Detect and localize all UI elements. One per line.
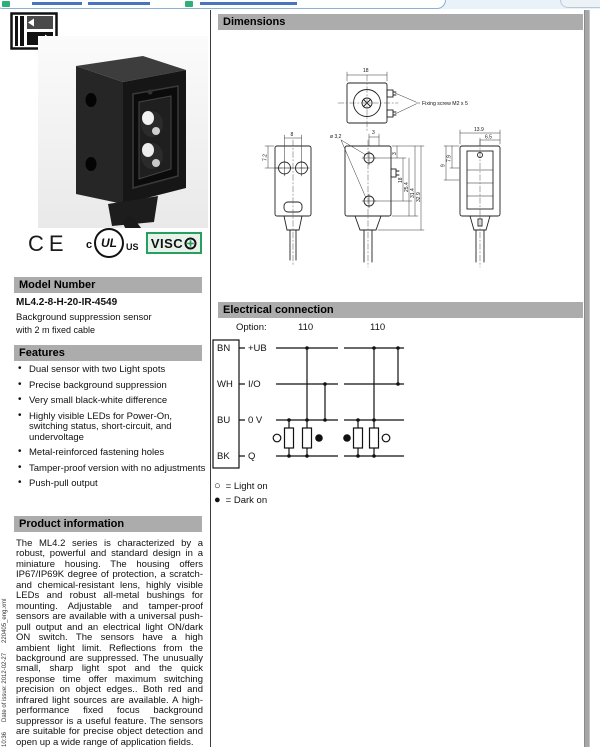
bullet-icon: • xyxy=(18,461,22,473)
dimensions-drawing xyxy=(238,50,572,295)
section-header-features: Features xyxy=(14,345,202,361)
tab-title-fragment xyxy=(88,2,150,5)
section-header-product-information: Product information xyxy=(14,516,202,532)
bullet-icon: • xyxy=(18,446,22,457)
feature-item: • Tamper-proof version with no adjustments xyxy=(18,461,206,474)
dim-left-hole-offset: 7.2 xyxy=(262,154,269,161)
browser-tab-strip xyxy=(0,0,600,9)
browser-tab-next[interactable] xyxy=(560,0,600,8)
favicon-icon xyxy=(185,1,193,7)
favicon-icon xyxy=(2,1,10,7)
tab-title-fragment xyxy=(32,2,82,5)
feature-item: • Metal-reinforced fastening holes xyxy=(18,446,165,458)
scrollbar[interactable] xyxy=(584,10,590,747)
dim-side-inner: 6.5 xyxy=(485,134,492,141)
dim-front-d1: 3 xyxy=(392,152,398,155)
dim-side-d1: 7.9 xyxy=(446,155,453,162)
model-description: Background suppression sensor xyxy=(16,312,152,323)
bullet-icon: • xyxy=(18,394,22,405)
feature-item: • Very small black-white difference xyxy=(18,394,168,406)
terminal-wh: WH xyxy=(217,379,233,390)
dim-fixing-screw-note: Fixing screw M2 x 5 xyxy=(422,101,468,107)
model-description-2: with 2 m fixed cable xyxy=(16,325,96,335)
bullet-icon: • xyxy=(18,378,22,390)
feature-item: • Push-pull output xyxy=(18,477,98,489)
section-header-model-number: Model Number xyxy=(14,277,202,293)
dim-front-d5: 32.9 xyxy=(416,192,422,202)
column-divider xyxy=(210,10,211,747)
dim-front-d2: 18 xyxy=(398,177,404,183)
product-information-text: The ML4.2 series is characterized by a robust, powerful and standard design in a miniature housing. The housing offers IP67/IP69K degree of protection, a scratch- and chemical-resistant lens, highly visible LEDs and robust all-metal bushings for mounting. Adjustable and tamper-proof sensors are available with a universal push-pull output and an electrical light ON/dark ON switch. The sensors have a high ambient light limit. Reflections from the background are suppressed. The unusually small, sharp light spot and the quick response time offer maximum switching precision on object edges.. Both red and infrared light sources are available. A high-performance fixed focus background suppressor is a useful feature. The sensors are suitable for precise object detection and open up a wide range of application fields. xyxy=(16,539,203,747)
date-of-issue-note: 10:36 Date of issue: 2012-02-27 220405_eng.xml xyxy=(2,598,8,747)
filled-circle-icon: ● xyxy=(214,494,221,506)
bullet-icon: • xyxy=(18,363,22,374)
ul-circle-icon: UL xyxy=(94,228,124,258)
features-list xyxy=(14,365,206,495)
terminal-bu: BU xyxy=(217,415,231,426)
tab-title-fragment xyxy=(200,2,297,5)
electrical-diagram xyxy=(212,320,502,510)
section-header-electrical-connection: Electrical connection xyxy=(218,302,583,318)
option-value-2: 110 xyxy=(370,322,386,333)
signal-ub: +UB xyxy=(248,343,267,354)
ul-c-label: c xyxy=(86,239,93,251)
ce-mark: CE xyxy=(28,231,69,256)
light-on-marker-icon xyxy=(273,434,281,442)
legend-dark-on: ● = Dark on xyxy=(214,494,268,506)
dim-top-width: 18 xyxy=(363,68,369,74)
terminal-bk: BK xyxy=(217,451,230,462)
dim-side-d2: 9 xyxy=(440,164,447,167)
light-on-marker-icon xyxy=(382,434,390,442)
feature-item: • Dual sensor with two Light spots xyxy=(18,363,166,375)
ul-us-label: US xyxy=(126,242,139,252)
legend-light-on: ○ = Light on xyxy=(214,480,268,492)
option-value-1: 110 xyxy=(298,322,314,333)
option-label: Option: xyxy=(236,322,267,333)
feature-item: • Highly visible LEDs for Power-On, switching status, short-circuit, and undervoltage xyxy=(18,409,173,443)
model-number: ML4.2-8-H-20-IR-4549 xyxy=(16,297,118,308)
terminal-bn: BN xyxy=(217,343,231,354)
wiring-svg xyxy=(212,334,422,480)
signal-0v: 0 V xyxy=(248,415,263,426)
product-photo xyxy=(38,36,208,228)
dim-side-width: 13.9 xyxy=(474,127,484,133)
dim-hole-diameter: ø 3,2 xyxy=(330,134,342,140)
feature-item: • Precise background suppression xyxy=(18,378,167,391)
bullet-icon: • xyxy=(18,477,22,488)
dim-front-d3: 25.4 xyxy=(404,182,410,192)
open-circle-icon: ○ xyxy=(214,480,221,492)
visco-circle-plus-icon xyxy=(184,237,197,250)
dim-left-hole-spacing: 8 xyxy=(290,132,294,138)
dark-on-marker-icon xyxy=(343,434,351,442)
dim-front-d4: 31.4 xyxy=(410,188,416,198)
dark-on-marker-icon xyxy=(315,434,323,442)
signal-io: I/O xyxy=(248,379,261,390)
signal-q: Q xyxy=(248,451,256,462)
bullet-icon: • xyxy=(18,409,22,421)
section-header-dimensions: Dimensions xyxy=(218,14,583,30)
visco-logo: VISC xyxy=(146,232,202,254)
cul-us-mark xyxy=(86,227,144,263)
dim-front-top: 3 xyxy=(372,130,375,136)
